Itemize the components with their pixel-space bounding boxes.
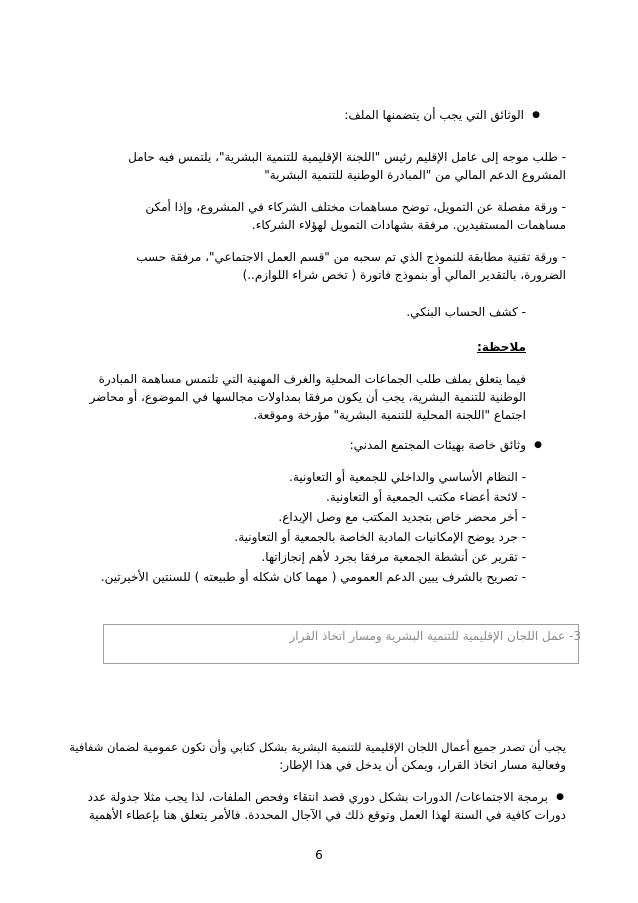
section-title-decision-process: 3- عمل اللجان الإقليمية للتنمية البشرية ومسار اتخاذ القرار bbox=[289, 629, 581, 643]
item-financing-line2: مساهمات المستفيدين. مرفقة بشهادات التمويل لهؤلاء الشركاء. bbox=[251, 218, 566, 232]
note-title: ملاحظة: bbox=[477, 340, 526, 354]
item-request-line2: المشروع الدعم المالي من "المبادرة الوطنية للتنمية البشرية" bbox=[264, 168, 566, 182]
page-number: 6 bbox=[315, 848, 323, 862]
civil-item-2: - لائحة أعضاء مكتب الجمعية أو التعاونية. bbox=[326, 490, 526, 504]
bullet-sessions-line2: دورات كافية في السنة لهذا العمل وتوقع ذلك في الآجال المحددة. فالأمر يتعلق هنا بإعطاء الأهمية bbox=[88, 808, 566, 822]
civil-item-3: - أخر محضر خاص بتجديد المكتب مع وصل الإيداع. bbox=[278, 510, 526, 524]
note-line2: الوطنية للتنمية البشرية، يجب أن يكون مرفقا بمداولات مجالسها في الموضوع، أو محاضر bbox=[89, 390, 526, 404]
civil-item-6: - تصريح بالشرف يبين الدعم العمومي ( مهما كان شكله أو طبيعته ) للسنتين الأخيرتين. bbox=[100, 570, 526, 584]
item-financing-line1: - ورقة مفصلة عن التمويل، توضح مساهمات مختلف الشركاء في المشروع، وإذا أمكن bbox=[145, 200, 566, 214]
civil-item-5: - تقرير عن أنشطة الجمعية مرفقا بجرد لأهم إنجازاتها. bbox=[261, 550, 526, 564]
item-request-line1: - طلب موجه إلى عامل الإقليم رئيس "اللجنة الإقليمية للتنمية البشرية"، يلتمس فيه حامل bbox=[128, 150, 566, 164]
item-technical-line2: الضرورة، بالتقدير المالي أو بنموذج فاتورة ( تخص شراء اللوازم..) bbox=[242, 268, 566, 282]
bullet-heading-required-documents: ● الوثائق التي يجب أن يتضمنها الملف: bbox=[344, 106, 524, 124]
bullet-heading-civil-society: ● وثائق خاصة بهيئات المجتمع المدني: bbox=[350, 436, 526, 454]
bullet-sessions-line1: ● برمجة الاجتماعات/ الدورات بشكل دوري قصد انتقاء وفحص الملفات، لذا يجب مثلا جدولة عدد bbox=[88, 788, 548, 806]
item-technical-line1: - ورقة تقنية مطابقة للنموذج الذي تم سحبه من "قسم العمل الاجتماعي"، مرفقة حسب bbox=[136, 250, 566, 264]
note-line3: اجتماع "اللجنة المحلية للتنمية البشرية" مؤرخة وموقعة. bbox=[253, 408, 526, 422]
civil-item-4: - جرد يوضح الإمكانيات المادية الخاصة بالجمعية أو التعاونية. bbox=[234, 530, 526, 544]
closing-paragraph-line2: وفعالية مسار اتخاذ القرار، ويمكن أن يدخل في هذا الإطار: bbox=[279, 758, 566, 772]
closing-paragraph-line1: يجب أن تصدر جميع أعمال اللجان الإقليمية للتنمية البشرية بشكل كتابي وأن تكون عمومية لضمان شفافية bbox=[69, 740, 566, 754]
note-line1: فيما يتعلق بملف طلب الجماعات المحلية والغرف المهنية التي تلتمس مساهمة المبادرة bbox=[98, 372, 526, 386]
civil-item-1: - النظام الأساسي والداخلي للجمعية أو التعاونية. bbox=[289, 470, 526, 484]
item-bank-statement: - كشف الحساب البنكي. bbox=[406, 305, 526, 319]
